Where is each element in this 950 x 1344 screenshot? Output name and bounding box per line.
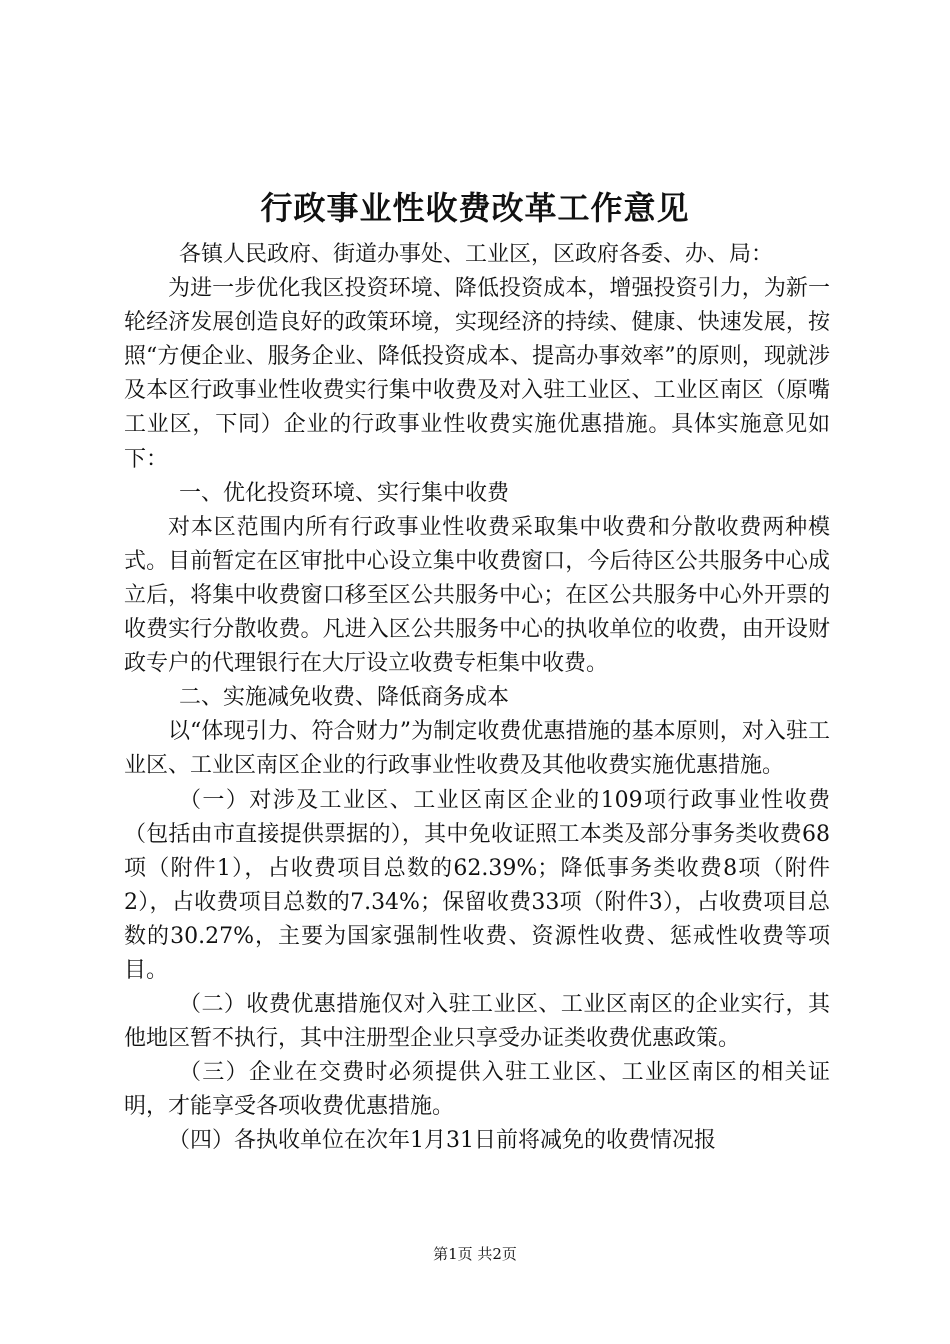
page-footer: 第1页 共2页 bbox=[433, 1245, 517, 1263]
addressee-paragraph: 各镇人民政府、街道办事处、工业区，区政府各委、办、局： bbox=[179, 242, 774, 267]
sub-item-4: （四）各执收单位在次年1月31日前将减免的收费情况报 bbox=[168, 1128, 716, 1154]
section-heading-2: 二、实施减免收费、降低商务成本 bbox=[179, 685, 510, 711]
sub-item-3: （三）企业在交费时必须提供入驻工业区、工业区南区的相关证明，才能享受各项收费优惠措施。 bbox=[124, 1060, 830, 1120]
document-title: 行政事业性收费改革工作意见 bbox=[260, 189, 690, 227]
section-heading-1: 一、优化投资环境、实行集中收费 bbox=[179, 480, 510, 506]
document-body bbox=[124, 238, 830, 1159]
intro-paragraph: 为进一步优化我区投资环境、降低投资成本，增强投资引力，为新一轮经济发展创造良好的政策环境，实现经济的持续、健康、快速发展，按照“方便企业、服务企业、降低投资成本、提高办事效率”的原则，现就涉及本区行政事业性收费实行集中收费及对入驻工业区、工业区南区（原嘴工业区，下同）企业的行政事业性收费实施优惠措施。具体实施意见如下： bbox=[124, 276, 830, 472]
section-2-paragraph: 以“体现引力、符合财力”为制定收费优惠措施的基本原则，对入驻工业区、工业区南区企业的行政事业性收费及其他收费实施优惠措施。 bbox=[124, 719, 830, 779]
sub-item-2: （二）收费优惠措施仅对入驻工业区、工业区南区的企业实行，其他地区暂不执行，其中注册型企业只享受办证类收费优惠政策。 bbox=[124, 992, 830, 1052]
sub-item-1: （一）对涉及工业区、工业区南区企业的109项行政事业性收费（包括由市直接提供票据的），其中免收证照工本类及部分事务类收费68项（附件1），占收费项目总数的62.39%；降低事务类收费8项（附件2），占收费项目总数的7.34%；保留收费33项（附件3），占收费项目总数的30.27%，主要为国家强制性收费、资源性收费、惩戒性收费等项目。 bbox=[124, 787, 830, 983]
section-1-paragraph: 对本区范围内所有行政事业性收费采取集中收费和分散收费两种模式。目前暂定在区审批中心设立集中收费窗口，今后待区公共服务中心成立后，将集中收费窗口移至区公共服务中心；在区公共服务中心外开票的收费实行分散收费。凡进入区公共服务中心的执收单位的收费，由开设财政专户的代理银行在大厅设立收费专柜集中收费。 bbox=[124, 514, 830, 677]
